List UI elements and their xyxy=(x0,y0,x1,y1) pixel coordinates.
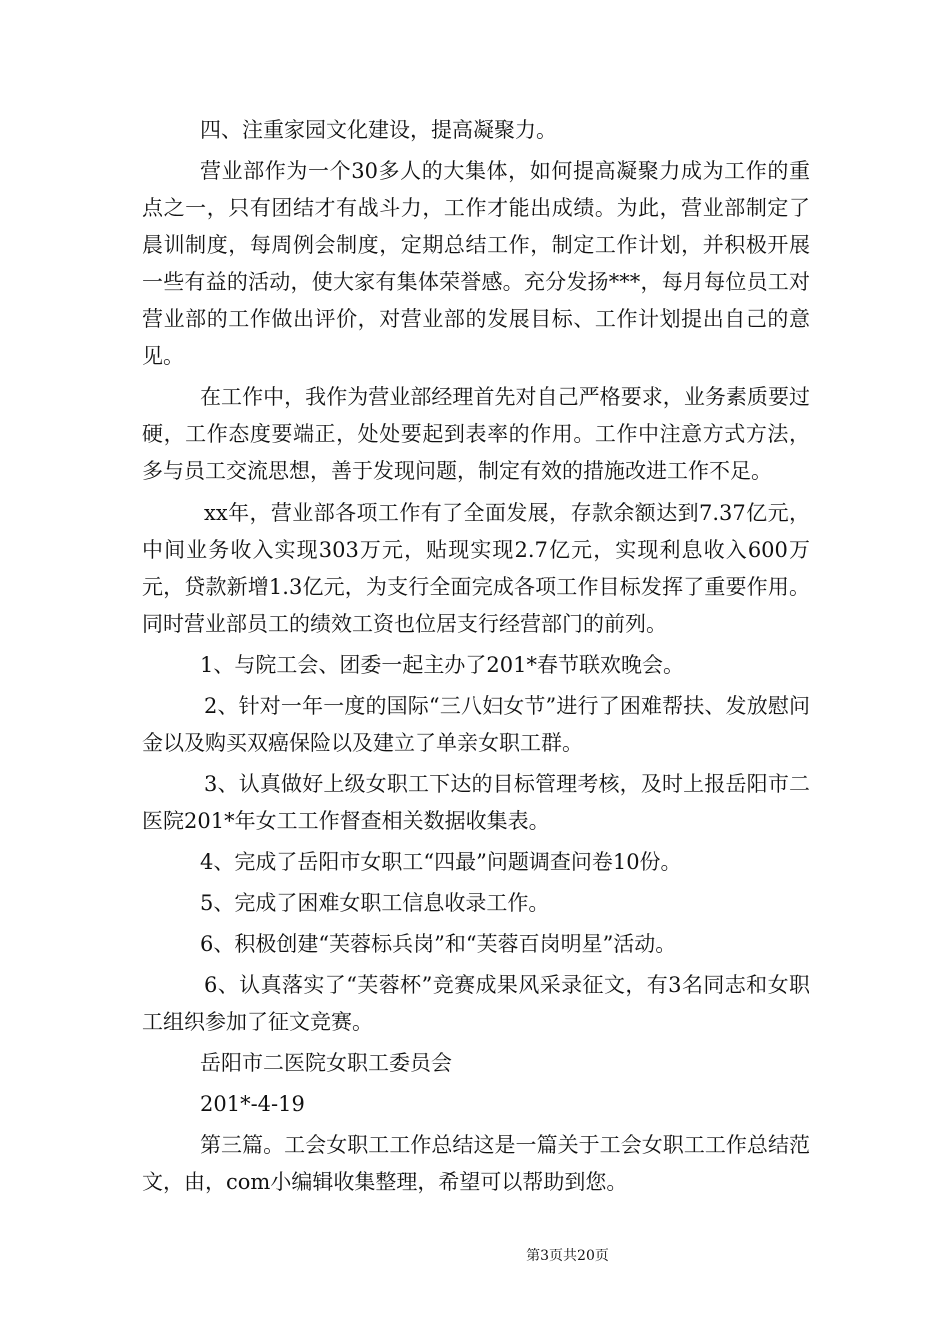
list-item-5: 5、完成了困难女职工信息收录工作。 xyxy=(200,891,550,915)
list-item-6b: 6、认真落实了“芙蓉杯”竞赛成果风采录征文，有3名同志和女职工组织参加了征文竞赛。 xyxy=(142,973,810,1034)
paragraph-self-discipline: 在工作中，我作为营业部经理首先对自己严格要求，业务素质要过硬，工作态度要端正，处处要起到表率的作用。工作中注意方式方法，多与员工交流思想，善于发现问题，制定有效的措施改进工作不足。 xyxy=(142,385,810,483)
document-body xyxy=(142,112,810,1201)
paragraph-results: xx年，营业部各项工作有了全面发展，存款余额达到7.37亿元，中间业务收入实现303万元，贴现实现2.7亿元，实现利息收入600万元，贷款新增1.3亿元，为支行全面完成各项工作目标发挥了重要作用。同时营业部员工的绩效工资也位居支行经营部门的前列。 xyxy=(142,501,810,636)
signature-date: 201*-4-19 xyxy=(200,1092,305,1116)
paragraph-third-article: 第三篇。工会女职工工作总结这是一篇关于工会女职工工作总结范文，由，com小编辑收集整理，希望可以帮助到您。 xyxy=(142,1133,810,1194)
section-heading: 四、注重家园文化建设，提高凝聚力。 xyxy=(200,118,557,142)
list-item-4: 4、完成了岳阳市女职工“四最”问题调查问卷10份。 xyxy=(200,850,682,874)
list-item-1: 1、与院工会、团委一起主办了201*春节联欢晚会。 xyxy=(200,653,684,677)
paragraph-cohesion: 营业部作为一个30多人的大集体，如何提高凝聚力成为工作的重点之一，只有团结才有战斗力，工作才能出成绩。为此，营业部制定了晨训制度，每周例会制度，定期总结工作，制定工作计划，并积极开展一些有益的活动，使大家有集体荣誉感。充分发扬***，每月每位员工对营业部的工作做出评价，对营业部的发展目标、工作计划提出自己的意见。 xyxy=(142,159,810,368)
list-item-2: 2、针对一年一度的国际“三八妇女节”进行了困难帮扶、发放慰问金以及购买双癌保险以及建立了单亲女职工群。 xyxy=(142,694,810,755)
list-item-3: 3、认真做好上级女职工下达的目标管理考核，及时上报岳阳市二医院201*年女工工作督查相关数据收集表。 xyxy=(142,772,810,833)
signature-organization: 岳阳市二医院女职工委员会 xyxy=(200,1051,452,1075)
page-number-footer: 第3页共20页 xyxy=(526,1248,609,1264)
list-item-6: 6、积极创建“芙蓉标兵岗”和“芙蓉百岗明星”活动。 xyxy=(200,932,677,956)
